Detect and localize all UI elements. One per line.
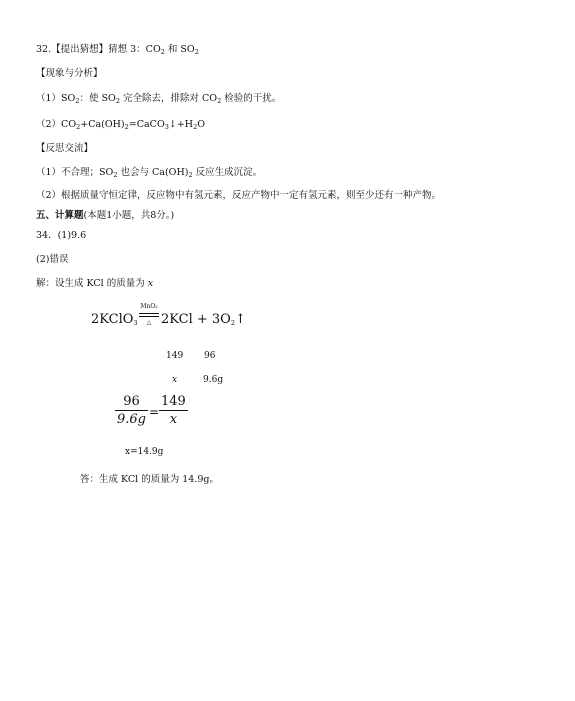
hypothesis-line [36, 44, 199, 56]
analysis-line-2 [36, 119, 205, 131]
reaction-condition [139, 303, 159, 326]
text: 2KCl + 3O [161, 312, 231, 327]
denominator: x [169, 412, 178, 427]
text: ：使 SO [79, 93, 116, 104]
equals-bar [139, 313, 159, 314]
heat-symbol: △ [146, 319, 152, 326]
subscript: 2 [113, 171, 118, 179]
solution-setup [36, 278, 153, 290]
text: 2KClO [91, 312, 134, 327]
unknown-x: x [172, 375, 178, 385]
text: (2)错误 [36, 254, 69, 265]
molar-mass-kcl: 149 [166, 351, 184, 361]
molar-mass-o2: 96 [204, 351, 216, 361]
subscript: 2 [75, 97, 80, 105]
result-line: x=14.9g [125, 447, 164, 457]
equals-bar [139, 316, 159, 317]
mass-o2: 9.6g [203, 375, 224, 385]
text: O [197, 119, 206, 130]
text: （2）CO [36, 119, 77, 130]
text: ↓+H [168, 119, 194, 130]
variable: x [147, 278, 154, 289]
text: （1）SO [36, 93, 76, 104]
gas-arrow: ↑ [234, 312, 246, 327]
text: 解：设生成 KCl 的质量为 [36, 278, 148, 289]
text: 完全除去，排除对 CO [119, 93, 218, 104]
section-title: 五、计算题 [36, 210, 84, 221]
subscript: 2 [230, 319, 235, 327]
reactant [91, 312, 138, 327]
subscript: 2 [188, 171, 193, 179]
text: 检验的干扰。 [221, 93, 282, 104]
subscript: 2 [160, 48, 165, 56]
fraction-bar [159, 410, 188, 411]
text: 34．(1)9.6 [36, 230, 87, 241]
answer-34-1 [36, 230, 86, 242]
answer-34-2 [36, 254, 68, 266]
text: 32.【提出猜想】猜想 3：CO [36, 44, 161, 55]
subscript: 2 [193, 123, 198, 131]
text: =CaCO [128, 119, 165, 130]
reflection-line-2 [36, 190, 441, 202]
subscript: 2 [76, 123, 81, 131]
text: （2）根据质量守恒定律，反应物中有氢元素，反应产物中一定有氢元素，则至少还有一种产物。 [36, 190, 442, 201]
fraction-left [115, 394, 148, 427]
text: +Ca(OH) [80, 119, 125, 130]
products [161, 312, 246, 327]
numerator: 96 [123, 394, 140, 409]
text: 反应生成沉淀。 [192, 167, 263, 178]
subscript: 2 [194, 48, 199, 56]
subscript: 2 [115, 97, 120, 105]
subscript: 2 [217, 97, 222, 105]
section-phenomenon-heading [36, 68, 103, 80]
catalyst-label: MnO₂ [140, 303, 158, 310]
text: 【反思交流】 [36, 143, 94, 154]
subscript: 3 [164, 123, 169, 131]
section-note: (本题1小题，共8分。) [83, 210, 175, 221]
denominator: 9.6g [117, 412, 146, 427]
text: 和 SO [164, 44, 195, 55]
fraction-right [159, 394, 188, 427]
reflection-line-1 [36, 167, 262, 179]
equals-sign: = [149, 405, 160, 419]
text: 也会与 Ca(OH) [117, 167, 189, 178]
section-calculation-heading [36, 210, 174, 222]
fraction-bar [115, 410, 148, 411]
subscript: 2 [124, 123, 129, 131]
subscript: 3 [133, 319, 138, 327]
numerator: 149 [161, 394, 186, 409]
analysis-line-1 [36, 93, 281, 105]
final-answer: 答：生成 KCl 的质量为 14.9g。 [80, 474, 219, 485]
text: 【现象与分析】 [36, 68, 103, 79]
section-reflection-heading [36, 143, 93, 155]
text: （1）不合理；SO [36, 167, 114, 178]
